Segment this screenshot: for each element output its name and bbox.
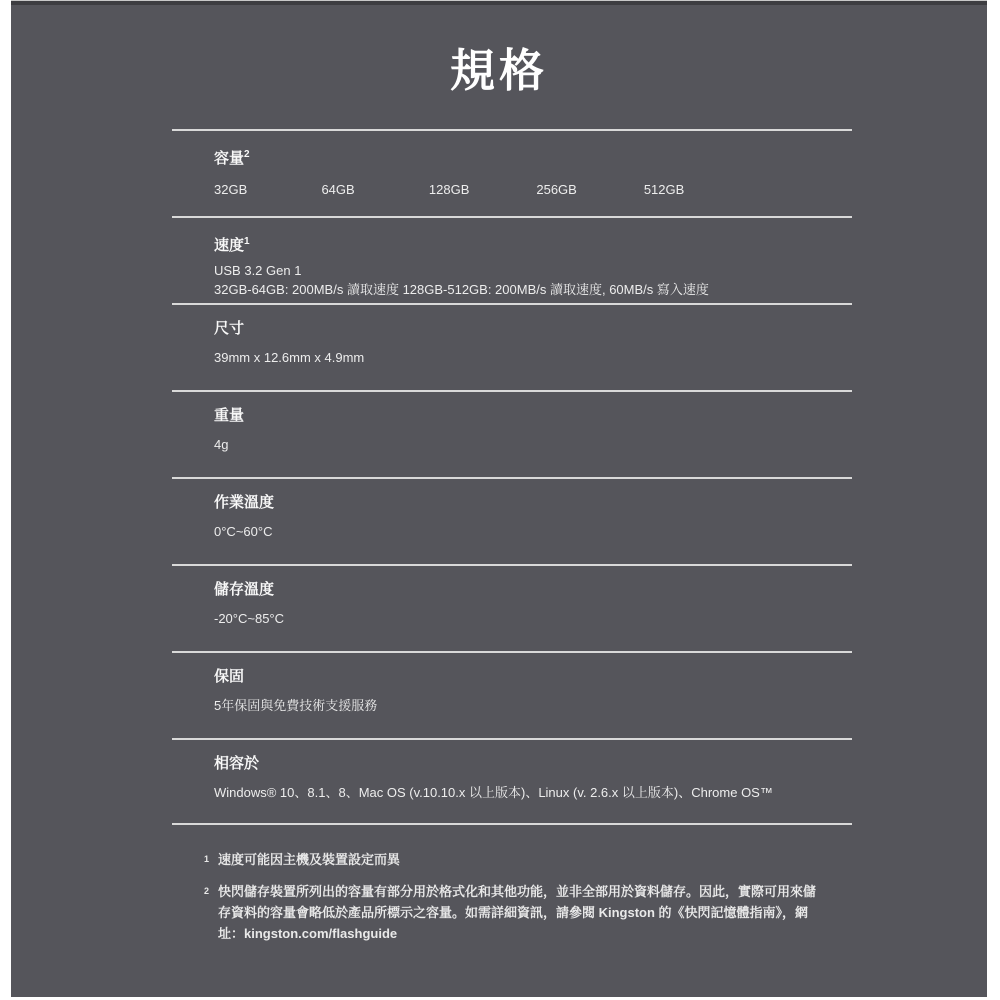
speed-interface-line: USB 3.2 Gen 1 bbox=[214, 263, 302, 278]
spec-value-compatibility: Windows® 10、8.1、8、Mac OS (v.10.10.x 以上版本)、Linux (v. 2.6.x 以上版本)、Chrome OS™ bbox=[214, 785, 773, 800]
capacity-values-row bbox=[214, 181, 852, 199]
spec-table bbox=[172, 129, 852, 944]
section-warranty bbox=[172, 651, 852, 738]
spec-label-operating-temperature: 作業溫度 bbox=[214, 494, 275, 511]
footnotes bbox=[172, 849, 852, 944]
capacity-value: 32GB bbox=[214, 182, 248, 197]
page-title: 規格 bbox=[449, 45, 548, 96]
footnote-marker: 2 bbox=[204, 886, 210, 896]
spec-label-text: 容量 bbox=[214, 150, 245, 167]
footnote-text: 速度可能因主機及裝置設定而異 bbox=[218, 852, 401, 867]
spec-value-dimensions: 39mm x 12.6mm x 4.9mm bbox=[214, 350, 365, 365]
capacity-value: 128GB bbox=[428, 182, 470, 197]
spec-label-capacity bbox=[214, 146, 852, 168]
spec-label-warranty: 保固 bbox=[214, 668, 245, 685]
spec-label-text: 速度 bbox=[214, 237, 245, 254]
top-edge-band bbox=[11, 0, 987, 5]
footnote-marker: 2 bbox=[244, 149, 250, 160]
section-capacity bbox=[172, 129, 852, 216]
spec-label-speed bbox=[214, 233, 852, 255]
spec-label-dimensions: 尺寸 bbox=[214, 320, 245, 337]
section-weight bbox=[172, 390, 852, 477]
spec-panel bbox=[11, 0, 987, 997]
capacity-value: 64GB bbox=[321, 182, 355, 197]
section-operating-temperature bbox=[172, 477, 852, 564]
section-dimensions bbox=[172, 303, 852, 390]
speed-detail-line: 32GB-64GB: 200MB/s 讀取速度 128GB-512GB: 200MB/s 讀取速度, 60MB/s 寫入速度 bbox=[214, 282, 709, 297]
spec-label-storage-temperature: 儲存溫度 bbox=[214, 581, 275, 598]
footnote-marker: 1 bbox=[204, 854, 210, 864]
footnote-marker: 1 bbox=[244, 236, 250, 247]
capacity-value: 512GB bbox=[643, 182, 685, 197]
section-speed bbox=[172, 216, 852, 303]
spec-label-compatibility: 相容於 bbox=[214, 755, 260, 772]
section-compatibility bbox=[172, 738, 852, 825]
spec-value-weight: 4g bbox=[214, 437, 229, 452]
section-storage-temperature bbox=[172, 564, 852, 651]
footnote-text: 快閃儲存裝置所列出的容量有部分用於格式化和其他功能，並非全部用於資料儲存。因此，實際可用來儲存資料的容量會略低於產品所標示之容量。如需詳細資訊，請參閱 Kingston 的《快閃記憶體指南》，網址：kingston.com/flashguide bbox=[218, 884, 817, 941]
spec-value-warranty: 5年保固與免費技術支援服務 bbox=[214, 698, 378, 713]
spec-value-storage-temperature: -20°C~85°C bbox=[214, 611, 285, 626]
spec-value-operating-temperature: 0°C~60°C bbox=[214, 524, 273, 539]
spec-label-weight: 重量 bbox=[214, 407, 245, 424]
capacity-value: 256GB bbox=[536, 182, 577, 197]
footnote-capacity bbox=[172, 881, 820, 944]
footnote-speed bbox=[172, 849, 820, 870]
